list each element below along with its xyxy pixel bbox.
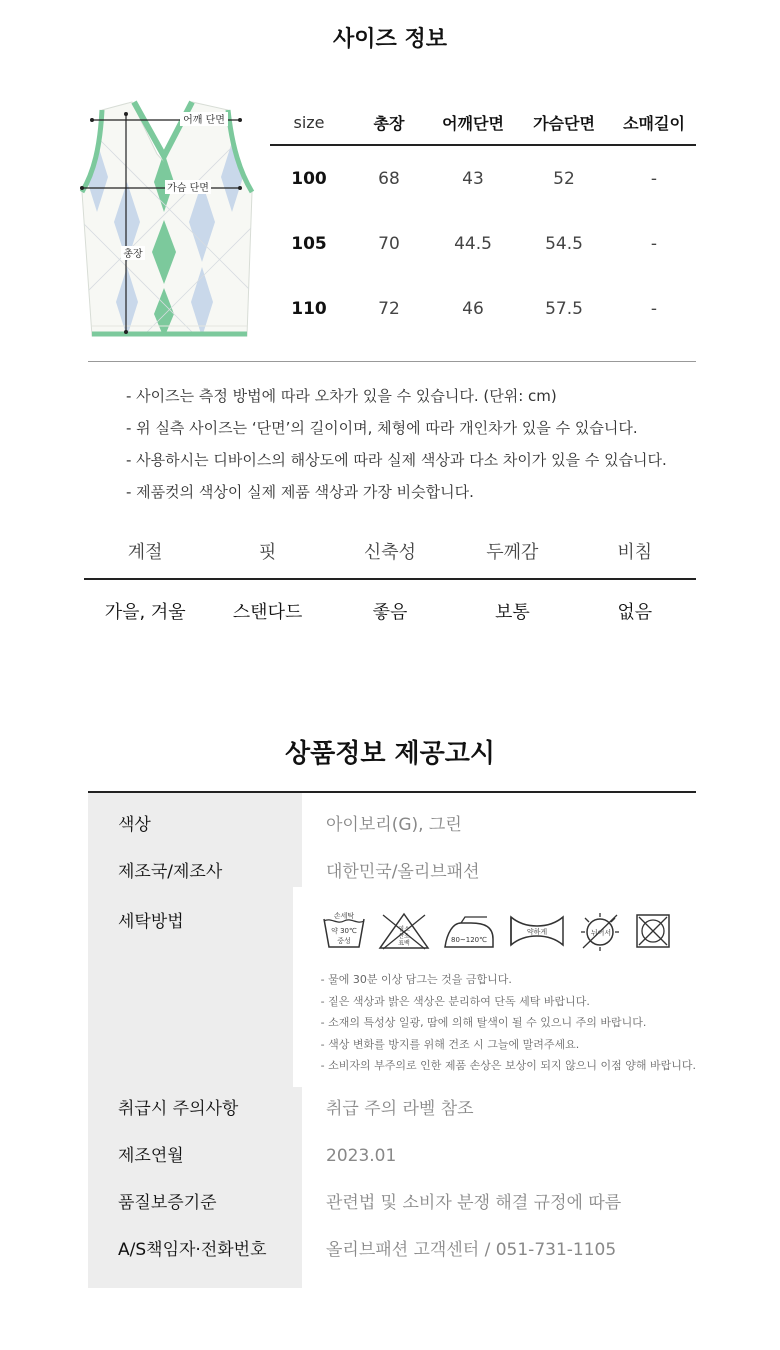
wash-note: - 물에 30분 이상 담그는 것을 금합니다. (320, 973, 512, 986)
info-label: 제조연월 (88, 1134, 302, 1181)
size-table-header (270, 100, 696, 144)
chest-cell: 57.5 (545, 298, 583, 319)
length-measure-label: 총장 (123, 249, 143, 260)
size-cell: 110 (291, 298, 327, 319)
attribute-table (84, 538, 696, 646)
info-value: 아이보리(G), 그린 (326, 815, 462, 835)
info-value: 대한민국/올리브패션 (326, 862, 480, 882)
shoulder-cell: 44.5 (454, 233, 492, 254)
info-value: 2023.01 (326, 1146, 397, 1166)
length-cell: 72 (378, 298, 400, 319)
stretch-value: 좋음 (372, 602, 408, 623)
wash-note: - 색상 변화를 방지를 위해 건조 시 그늘에 말려주세요. (320, 1037, 580, 1051)
no-tumble-dry-icon (633, 911, 673, 951)
length-header: 총장 (373, 113, 405, 133)
info-label: 세탁방법 (88, 887, 293, 1087)
wash-icon-text: 표백 (397, 940, 410, 947)
vest-size-diagram (72, 92, 267, 352)
size-header: size (293, 112, 325, 132)
table-row (270, 276, 696, 341)
season-value: 가을, 겨울 (104, 602, 186, 623)
size-note: - 사용하시는 디바이스의 해상도에 따라 실제 색상과 다소 차이가 있을 수 있습니다. (126, 451, 667, 469)
sleeve-cell: - (650, 168, 658, 189)
shoulder-cell: 43 (462, 168, 484, 189)
sleeve-cell: - (650, 298, 658, 319)
attribute-header-row (84, 538, 696, 578)
fit-header: 핏 (258, 542, 277, 563)
info-row-quality (88, 1181, 696, 1228)
wash-icon-text: 뉘어서 (590, 929, 611, 937)
wash-notes (321, 969, 696, 1077)
info-row-origin (88, 840, 696, 887)
info-row-color (88, 793, 696, 840)
info-value: 취급 주의 라벨 참조 (326, 1099, 474, 1119)
wash-note: - 짙은 색상과 밝은 색상은 분리하여 단독 세탁 바랍니다. (320, 994, 590, 1008)
info-label: 제조국/제조사 (88, 840, 302, 887)
info-label: A/S책임자·전화번호 (88, 1228, 302, 1288)
product-info-table (88, 791, 696, 1288)
sleeve-cell: - (650, 233, 658, 254)
info-row-wash (88, 887, 696, 1087)
season-header: 계절 (127, 542, 163, 563)
wash-icon-text: 산소 (397, 933, 410, 940)
sleeve-header: 소매길이 (623, 113, 685, 133)
chest-measure-label: 가슴 단면 (167, 183, 209, 194)
table-row (270, 146, 696, 211)
info-row-handling (88, 1087, 696, 1134)
wash-note: - 소비자의 부주의로 인한 제품 손상은 보상이 되지 않으니 이점 양해 바랍니다. (320, 1059, 696, 1072)
wash-icon-text: 약하게 (526, 928, 547, 936)
thickness-header: 두께감 (486, 542, 539, 563)
table-row (270, 211, 696, 276)
shade-dry-icon (577, 911, 623, 951)
info-value: 관련법 및 소비자 분쟁 해결 규정에 따름 (326, 1193, 622, 1213)
iron-icon (441, 911, 497, 951)
size-note: - 사이즈는 측정 방법에 따라 오차가 있을 수 있습니다. (단위: cm) (126, 387, 557, 405)
chest-cell: 52 (553, 168, 575, 189)
size-table-bottom-rule (88, 361, 696, 362)
wash-icon-text: 약 30℃ (330, 927, 357, 935)
size-cell: 105 (291, 233, 327, 254)
info-row-as (88, 1228, 696, 1288)
wash-icon-text: 손세탁 (333, 912, 354, 920)
shoulder-header: 어깨단면 (442, 113, 504, 133)
wash-note: - 소재의 특성상 일광, 땀에 의해 탈색이 될 수 있으니 주의 바랍니다. (320, 1016, 647, 1029)
info-value: 올리브패션 고객센터 / 051-731-1105 (326, 1240, 617, 1260)
sheerness-value: 없음 (617, 602, 653, 623)
size-note: - 위 실측 사이즈는 ‘단면’의 길이이며, 체형에 따라 개인차가 있을 수 있습니다. (126, 419, 638, 437)
product-info-title: 상품정보 제공고시 (285, 739, 495, 769)
size-table (270, 100, 696, 341)
stretch-header: 신축성 (363, 542, 417, 563)
wash-icon-text: 염소 (397, 926, 410, 933)
attribute-value-row (84, 580, 696, 646)
wring-gently-icon (507, 911, 567, 951)
info-label: 품질보증기준 (88, 1181, 302, 1228)
info-label: 색상 (88, 793, 302, 840)
length-cell: 70 (378, 233, 400, 254)
wash-icon-text: 80~120℃ (450, 936, 487, 944)
shoulder-cell: 46 (462, 298, 484, 319)
size-notes (126, 384, 667, 512)
chest-cell: 54.5 (545, 233, 583, 254)
hand-wash-icon (321, 911, 367, 951)
fit-value: 스탠다드 (232, 602, 303, 623)
size-cell: 100 (291, 168, 327, 189)
info-label: 취급시 주의사항 (88, 1087, 302, 1134)
shoulder-measure-label: 어깨 단면 (183, 115, 225, 126)
wash-icons (321, 911, 696, 951)
thickness-value: 보통 (494, 602, 530, 623)
info-row-date (88, 1134, 696, 1181)
size-note: - 제품컷의 색상이 실제 제품 색상과 가장 비슷합니다. (126, 483, 474, 501)
chest-header: 가슴단면 (533, 113, 595, 133)
length-cell: 68 (378, 168, 400, 189)
wash-icon-text: 중성 (336, 937, 351, 945)
sheerness-header: 비침 (617, 542, 653, 563)
wash-info (293, 887, 696, 1087)
size-info-title: 사이즈 정보 (333, 27, 447, 52)
no-bleach-icon (377, 911, 431, 951)
